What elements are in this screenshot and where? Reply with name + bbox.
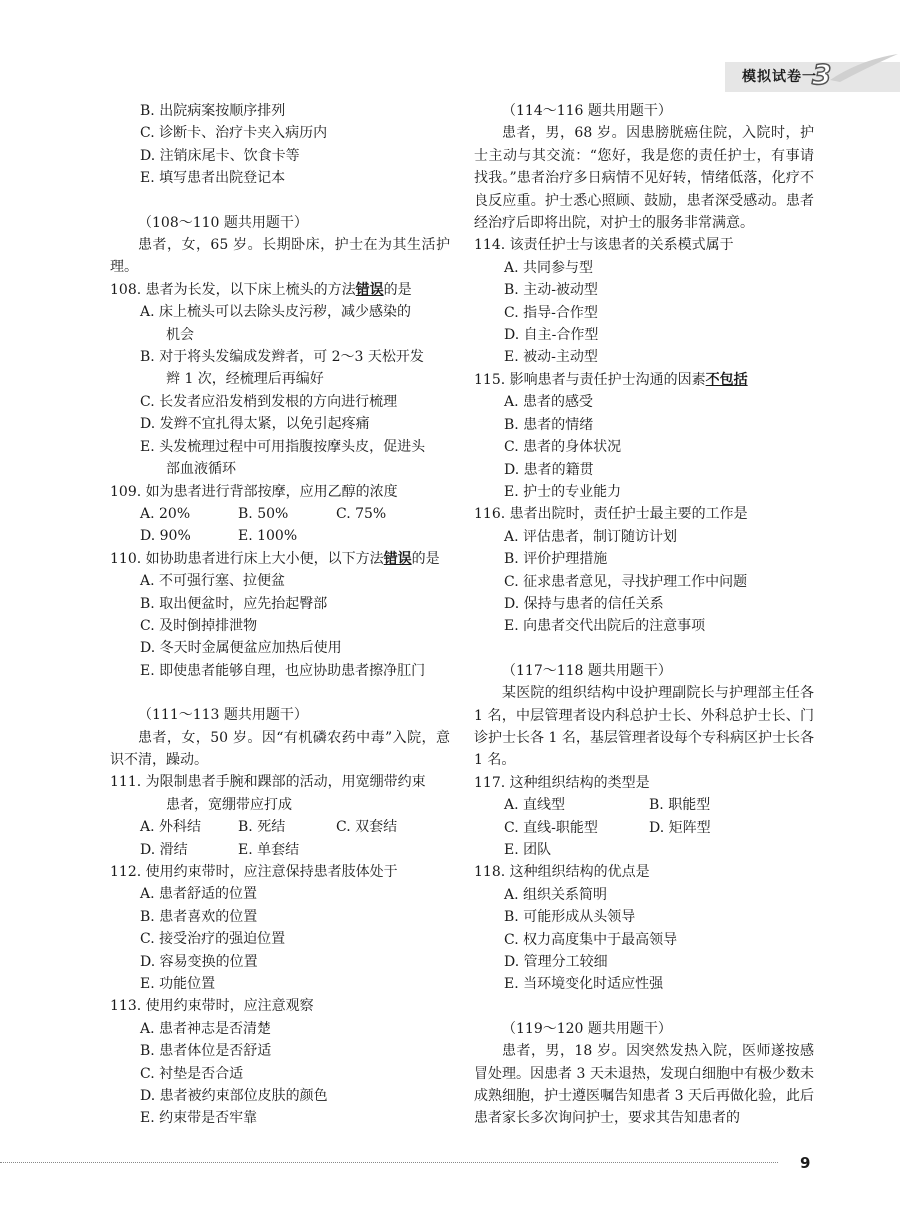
option-text: B. 患者体位是否舒适	[140, 1043, 272, 1060]
option-text: D. 注销床尾卡、饮食卡等	[140, 147, 300, 164]
option-text: B. 出院病案按顺序排列	[140, 103, 286, 119]
option-text: D. 患者被约束部位皮肤的颜色	[140, 1088, 328, 1105]
shared-stem-heading: （119～120 题共用题干）	[502, 1020, 672, 1037]
option-text: A. 患者舒适的位置	[140, 886, 258, 903]
case-stem: 患者，男，68 岁。因患膀胱癌住院，入院时，护士主动与其交流：“您好，我是您的责任护士，有事请找我。”患者治疗多日病情不见好转，情绪低落，化疗不良反应重。护士悉心照顾、鼓励，患者深受感动。患者经治疗后即将出院，对护士的服务非常满意。	[474, 125, 814, 232]
case-stem: 患者，男，18 岁。因突然发热入院，医师遂按感冒处理。因患者 3 天未退热，发现白细胞中有极少数未成熟细胞，护士遵医嘱告知患者 3 天后再做化验，此后患者家长多次询问护士，要求其告知患者的	[474, 1043, 814, 1127]
question-114: 114. 该责任护士与该患者的关系模式属于	[474, 237, 734, 254]
shared-stem-heading: （117～118 题共用题干）	[502, 662, 672, 679]
footer-divider	[0, 1162, 778, 1163]
option-text: E. 功能位置	[140, 976, 216, 993]
shared-stem-heading: （111～113 题共用题干）	[138, 707, 308, 724]
option-text-continued: 部血液循环	[166, 461, 236, 478]
option-text: D. 冬天时金属便盆应加热后使用	[140, 640, 342, 657]
case-stem: 患者，女，65 岁。长期卧床，护士在为其生活护理。	[110, 237, 450, 276]
header-swoosh-decoration	[830, 52, 900, 82]
right-column	[474, 100, 814, 1130]
option-text: C. 衬垫是否合适	[140, 1065, 244, 1082]
option-text: A. 患者的感受	[504, 394, 594, 411]
option-text: B. 评价护理措施	[504, 551, 608, 568]
option-text: B. 取出便盆时，应先抬起臀部	[140, 595, 328, 612]
option-text: E. 约束带是否牢靠	[140, 1110, 258, 1127]
option-text: A. 床上梳头可以去除头皮污秽，减少感染的	[140, 304, 412, 321]
option-text: E. 当环境变化时适应性强	[504, 976, 664, 993]
question-108: 108. 患者为长发，以下床上梳头的方法错误的是	[110, 281, 412, 298]
option-text: E. 即使患者能够自理，也应协助患者擦净肛门	[140, 662, 426, 679]
question-111-continued: 患者，宽绷带应打成	[166, 796, 292, 813]
running-header-title: 模拟试卷一	[742, 69, 817, 85]
question-116: 116. 患者出院时，责任护士最主要的工作是	[474, 506, 748, 523]
case-stem: 某医院的组织结构中设护理副院长与护理部主任各 1 名，中层管理者设内科总护士长、外科总护士长、门诊护士长各 1 名，基层管理者设每个专科病区护士长各 1 名。	[474, 685, 814, 769]
option-text: A. 患者神志是否清楚	[140, 1020, 272, 1037]
options-row: C. 直线-职能型 D. 矩阵型	[504, 819, 711, 836]
option-text: E. 团队	[504, 842, 552, 858]
option-text-continued: 辫 1 次，经梳理后再编好	[166, 371, 324, 388]
option-text: D. 容易变换的位置	[140, 953, 258, 970]
question-109: 109. 如为患者进行背部按摩，应用乙醇的浓度	[110, 483, 398, 500]
shared-stem-heading: （114～116 题共用题干）	[502, 103, 672, 119]
option-text: C. 及时倒掉排泄物	[140, 617, 258, 634]
question-111: 111. 为限制患者手腕和踝部的活动，用宽绷带约束	[110, 774, 426, 791]
left-column	[110, 100, 450, 1130]
option-text: A. 共同参与型	[504, 259, 594, 276]
option-text: D. 发辫不宜扎得太紧，以免引起疼痛	[140, 416, 370, 433]
options-row: D. 滑结 E. 单套结	[140, 841, 300, 858]
question-117: 117. 这种组织结构的类型是	[474, 774, 650, 791]
option-text: E. 护士的专业能力	[504, 483, 622, 500]
question-118: 118. 这种组织结构的优点是	[474, 864, 650, 881]
option-text: D. 自主-合作型	[504, 327, 599, 344]
options-row: A. 外科结 B. 死结 C. 双套结	[140, 819, 398, 836]
option-text: C. 诊断卡、治疗卡夹入病历内	[140, 125, 328, 142]
page-number: 9	[800, 1154, 811, 1172]
option-text: B. 对于将头发编成发辫者，可 2～3 天松开发	[140, 349, 424, 366]
option-text: B. 患者的情绪	[504, 416, 594, 433]
option-text: C. 征求患者意见，寻找护理工作中问题	[504, 573, 748, 590]
option-text: C. 指导-合作型	[504, 304, 598, 321]
option-text: A. 不可强行塞、拉便盆	[140, 573, 286, 590]
question-113: 113. 使用约束带时，应注意观察	[110, 998, 314, 1015]
option-text-continued: 机会	[166, 326, 194, 343]
option-text: A. 组织关系简明	[504, 886, 608, 903]
shared-stem-heading: （108～110 题共用题干）	[138, 214, 308, 231]
question-110: 110. 如协助患者进行床上大小便，以下方法错误的是	[110, 550, 440, 567]
option-text: B. 可能形成从头领导	[504, 909, 636, 926]
option-text: D. 管理分工较细	[504, 954, 608, 971]
question-112: 112. 使用约束带时，应注意保持患者肢体处于	[110, 864, 398, 880]
case-stem: 患者，女，50 岁。因“有机磷农药中毒”入院，意识不清，躁动。	[110, 729, 450, 768]
option-text: C. 权力高度集中于最高领导	[504, 931, 678, 948]
option-text: B. 主动-被动型	[504, 282, 598, 299]
options-row: D. 90% E. 100%	[140, 528, 298, 545]
option-text: E. 头发梳理过程中可用指腹按摩头皮，促进头	[140, 438, 426, 455]
option-text: C. 长发者应沿发梢到发根的方向进行梳理	[140, 393, 398, 410]
option-text: C. 接受治疗的强迫位置	[140, 931, 286, 948]
question-115: 115. 影响患者与责任护士沟通的因素不包括	[474, 371, 748, 388]
options-row: A. 直线型 B. 职能型	[504, 797, 711, 814]
option-text: E. 填写患者出院登记本	[140, 170, 286, 187]
option-text: A. 评估患者，制订随访计划	[504, 528, 678, 545]
option-text: E. 向患者交代出院后的注意事项	[504, 618, 706, 635]
option-text: B. 患者喜欢的位置	[140, 908, 258, 925]
option-text: E. 被动-主动型	[504, 349, 598, 366]
emphasis-word: 不包括	[705, 371, 748, 388]
option-text: C. 患者的身体状况	[504, 439, 622, 456]
option-text: D. 保持与患者的信任关系	[504, 595, 664, 612]
options-row: A. 20% B. 50% C. 75%	[140, 505, 387, 522]
volume-logo: 3	[812, 58, 832, 91]
emphasis-word: 错误	[355, 281, 384, 298]
option-text: D. 患者的籍贯	[504, 461, 594, 478]
emphasis-word: 错误	[383, 550, 412, 567]
